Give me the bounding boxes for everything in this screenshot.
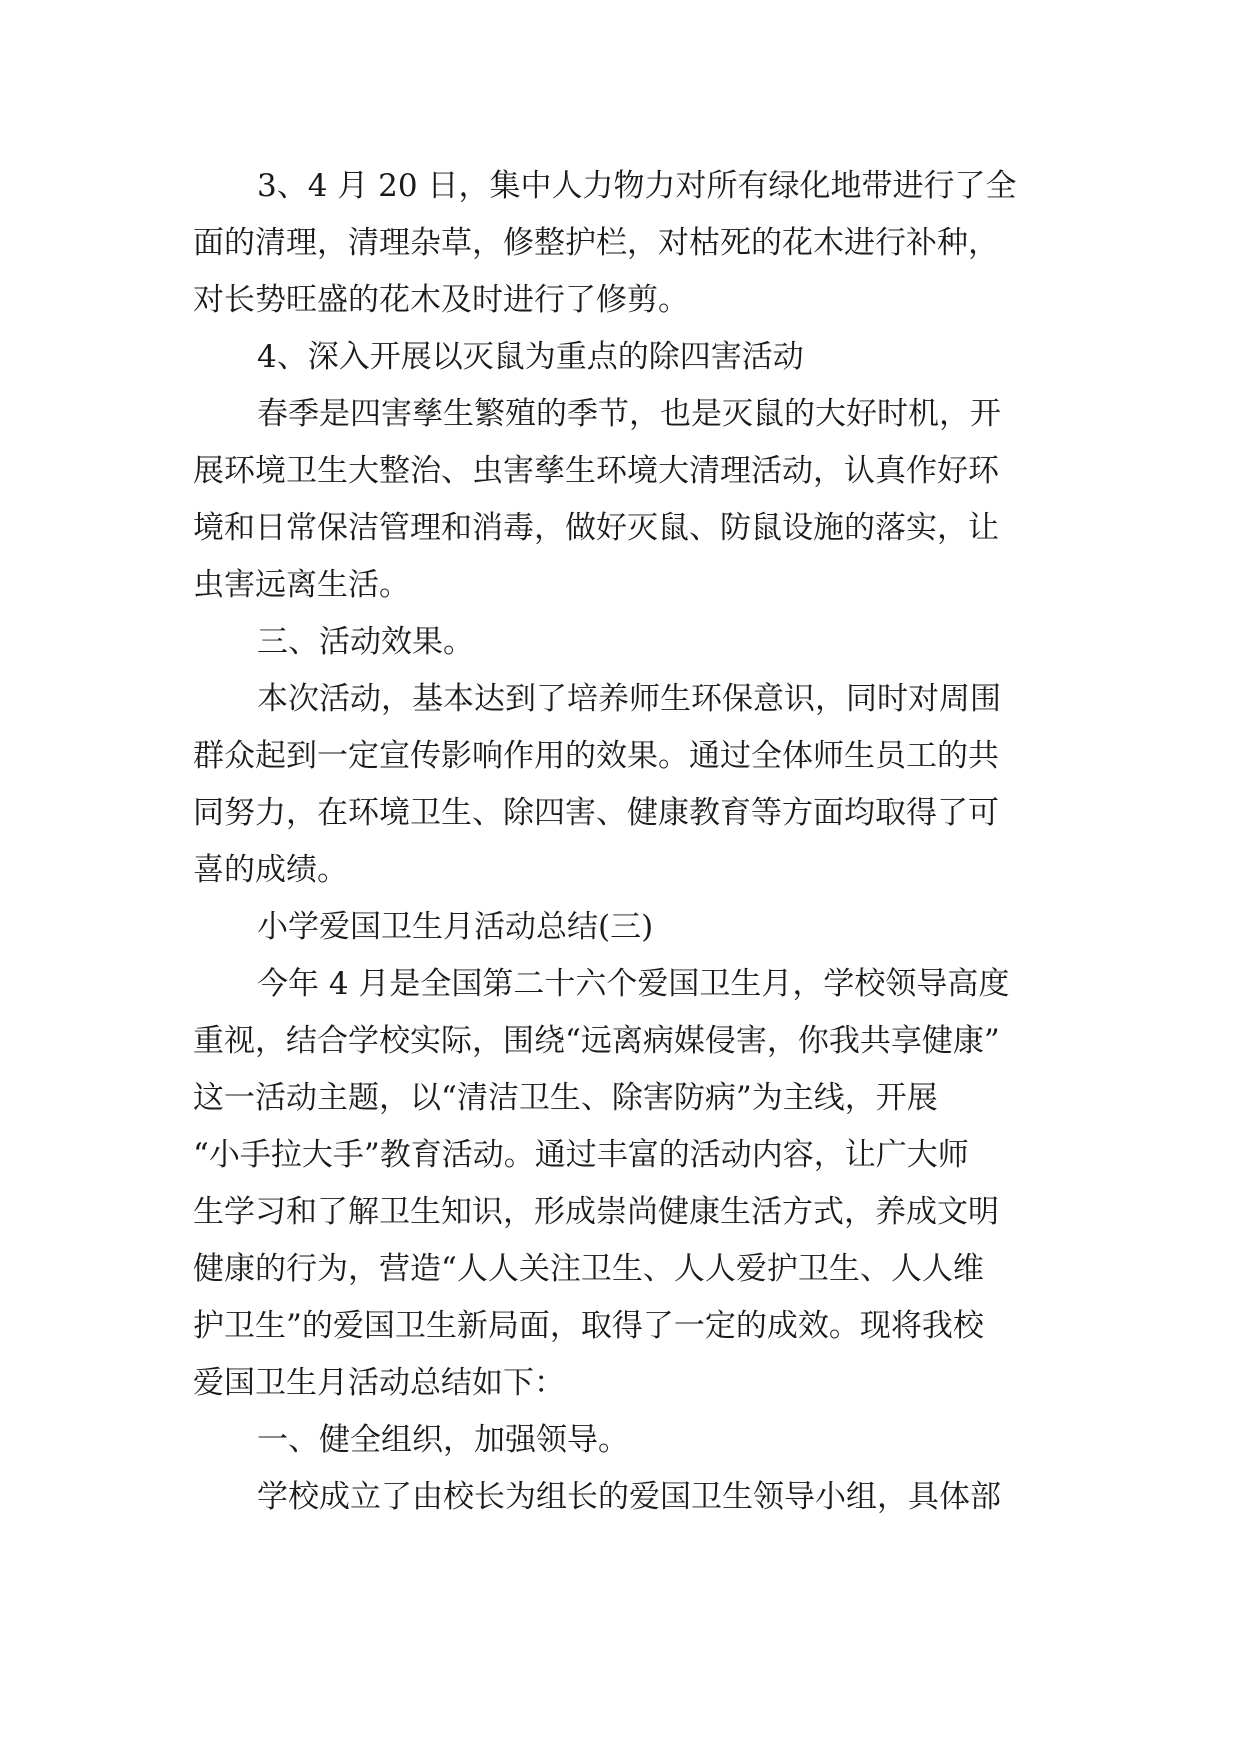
paragraph-line: 群众起到一定宣传影响作用的效果。通过全体师生员工的共 — [193, 738, 999, 774]
paragraph-line: 虫害远离生活。 — [193, 567, 410, 603]
paragraph-line: 重视，结合学校实际，围绕“远离病媒侵害，你我共享健康” — [193, 1023, 1000, 1059]
paragraph-line: 喜的成绩。 — [193, 852, 348, 888]
paragraph-line: 展环境卫生大整治、虫害孳生环境大清理活动，认真作好环 — [193, 453, 999, 489]
paragraph-line-intro-start: 今年 4 月是全国第二十六个爱国卫生月，学校领导高度 — [257, 966, 1010, 1002]
paragraph-line-effect-start: 本次活动，基本达到了培养师生环保意识，同时对周围 — [257, 681, 1001, 717]
paragraph-line-item3-start: 3、4 月 20 日，集中人力物力对所有绿化地带进行了全 — [257, 168, 1017, 204]
paragraph-line: 这一活动主题，以“清洁卫生、除害防病”为主线，开展 — [193, 1080, 938, 1116]
section-heading-activity-effect: 三、活动效果。 — [257, 624, 474, 660]
paragraph-line: 生学习和了解卫生知识，形成崇尚健康生活方式，养成文明 — [193, 1194, 999, 1230]
paragraph-line-organization-start: 学校成立了由校长为组长的爱国卫生领导小组，具体部 — [257, 1479, 1001, 1515]
paragraph-line: 对长势旺盛的花木及时进行了修剪。 — [193, 282, 689, 318]
section-heading-organization: 一、健全组织，加强领导。 — [257, 1422, 629, 1458]
paragraph-line: 同努力，在环境卫生、除四害、健康教育等方面均取得了可 — [193, 795, 999, 831]
paragraph-line: 面的清理，清理杂草，修整护栏，对枯死的花木进行补种， — [193, 225, 999, 261]
paragraph-line: 健康的行为，营造“人人关注卫生、人人爱护卫生、人人维 — [193, 1251, 984, 1287]
paragraph-line: 爱国卫生月活动总结如下： — [193, 1365, 565, 1401]
document-subtitle: 小学爱国卫生月活动总结(三) — [257, 909, 654, 945]
section-heading-item4: 4、深入开展以灭鼠为重点的除四害活动 — [257, 339, 804, 375]
paragraph-line: “小手拉大手”教育活动。通过丰富的活动内容，让广大师 — [193, 1137, 969, 1173]
paragraph-line-spring-start: 春季是四害孳生繁殖的季节，也是灭鼠的大好时机，开 — [257, 396, 1001, 432]
paragraph-line: 护卫生”的爱国卫生新局面，取得了一定的成效。现将我校 — [193, 1308, 984, 1344]
paragraph-line: 境和日常保洁管理和消毒，做好灭鼠、防鼠设施的落实，让 — [193, 510, 999, 546]
